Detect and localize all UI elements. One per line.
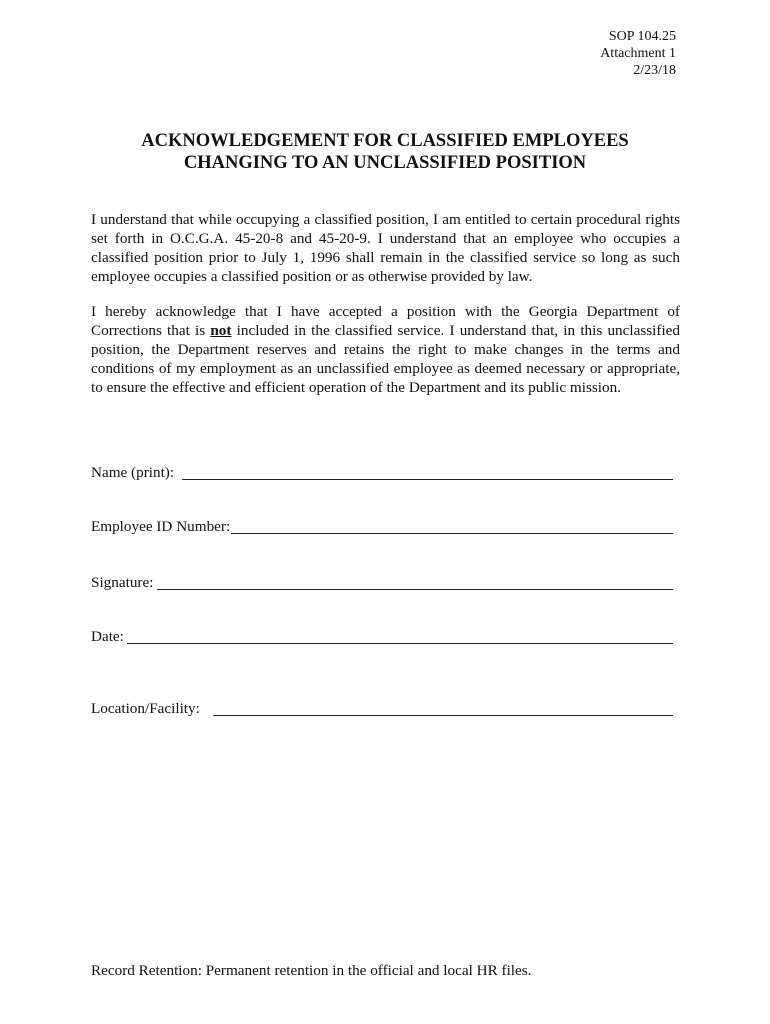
name-field — [91, 462, 673, 482]
date-input-line[interactable] — [127, 627, 673, 644]
paragraph-acknowledgement — [91, 302, 680, 397]
signature-input-line[interactable] — [157, 573, 673, 590]
paragraph-acknowledgement-start: I hereby acknowledge that I have accepted a position with the Georgia Department of Corrections that is — [91, 303, 680, 339]
sop-number: SOP 104.25 — [608, 29, 676, 44]
name-input-line[interactable] — [182, 463, 673, 480]
title-line-1: ACKNOWLEDGEMENT FOR CLASSIFIED EMPLOYEES — [141, 131, 629, 151]
emphasis-not: not — [210, 322, 232, 339]
paragraph-rights: I understand that while occupying a classified position, I am entitled to certain procedural rights set forth in O.C.G.A. 45-20-8 and 45-20-9. I understand that an employee who occupies a classified position prior to July 1, 1996 shall remain in the classified service so long as such employee occupies a classified position or as otherwise provided by law. — [91, 211, 680, 285]
signature-field — [91, 572, 673, 592]
location-field — [91, 698, 673, 718]
paragraph-acknowledgement-end: included in the classified service. I understand that, in this unclassified position, the Department reserves and retains the right to make changes in the terms and conditions of my employment as an unclassified employee as deemed necessary or appropriate, to ensure the effective and efficient operation of the Department and its public mission. — [91, 322, 680, 396]
document-header — [600, 28, 676, 79]
employee-id-input-line[interactable] — [231, 517, 673, 534]
record-retention-note: Record Retention: Permanent retention in the official and local HR files. — [91, 962, 532, 979]
location-label: Location/Facility: — [91, 700, 200, 717]
title-line-2: CHANGING TO AN UNCLASSIFIED POSITION — [183, 153, 587, 173]
date-field — [91, 626, 673, 646]
document-title — [0, 130, 770, 174]
revision-date: 2/23/18 — [633, 63, 676, 78]
employee-id-field — [91, 516, 673, 536]
date-label: Date: — [91, 628, 124, 645]
employee-id-label: Employee ID Number: — [91, 518, 231, 535]
attachment-number: Attachment 1 — [600, 46, 676, 61]
signature-label: Signature: — [91, 574, 154, 591]
location-input-line[interactable] — [213, 699, 673, 716]
name-label: Name (print): — [91, 464, 175, 481]
